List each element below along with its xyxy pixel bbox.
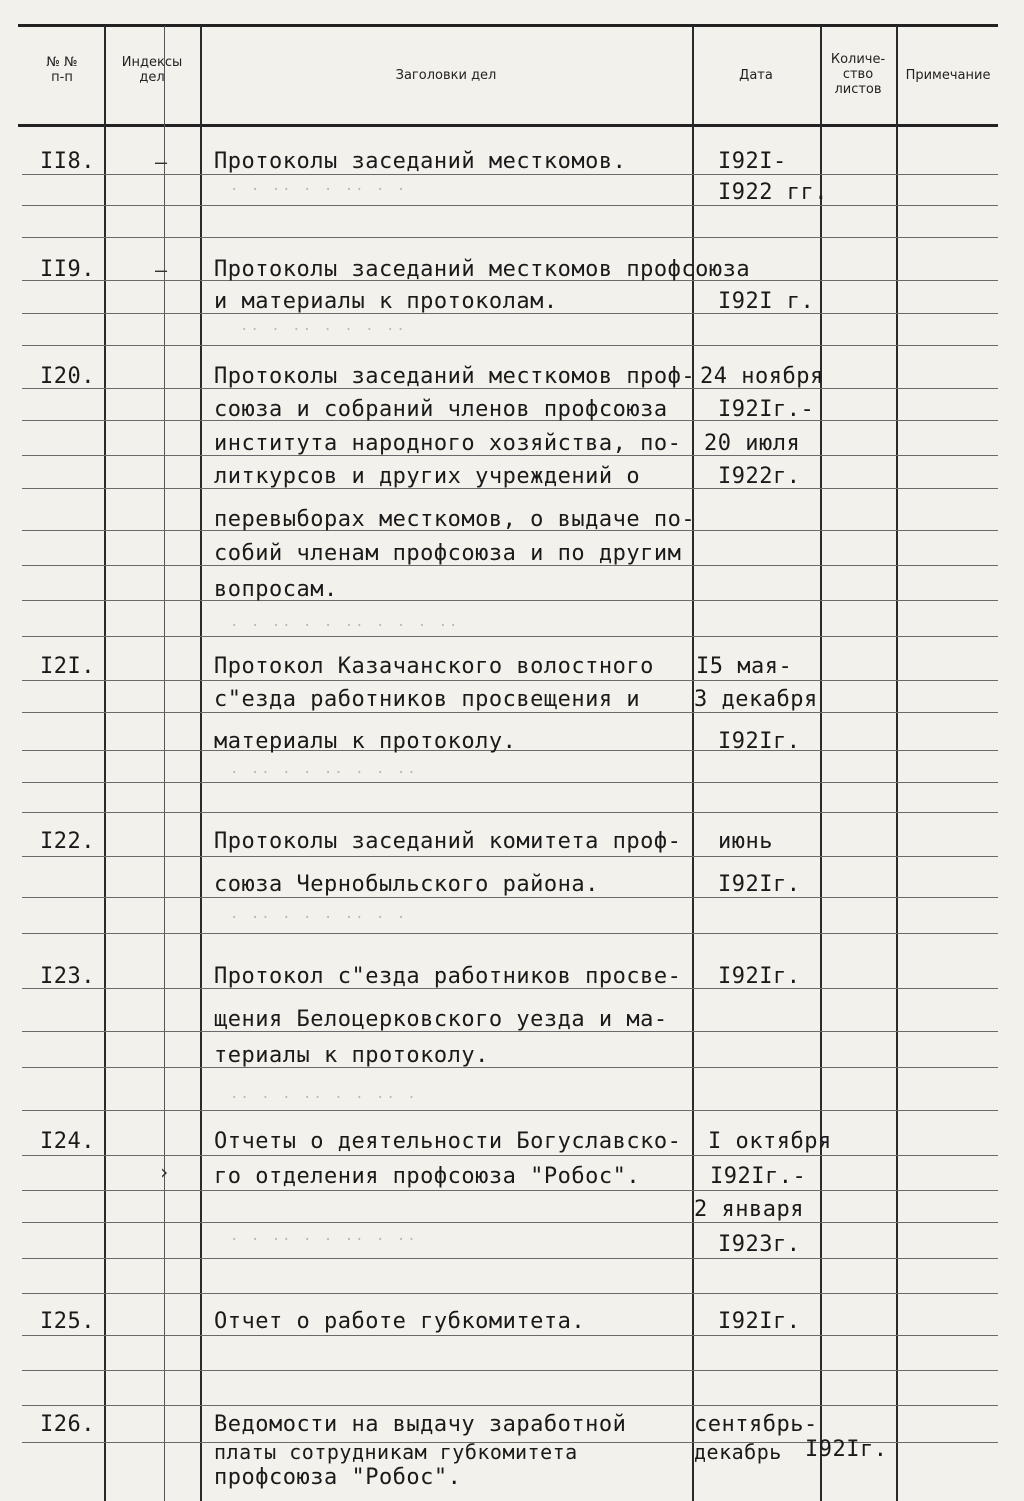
bleed-through: ·· · ·· · · · ·· xyxy=(240,322,407,338)
header-bottom-rule xyxy=(18,124,998,127)
row-rule xyxy=(22,782,998,783)
entry-title-line: териалы к протоколу. xyxy=(214,1043,489,1068)
header-sheets: Количе- ство листов xyxy=(830,52,886,97)
row-rule xyxy=(22,1155,998,1156)
entry-date-line: I923г. xyxy=(718,1232,801,1257)
entry-title-line: Ведомости на выдачу заработной xyxy=(214,1412,627,1437)
entry-date-line: I922г. xyxy=(718,464,801,489)
row-rule xyxy=(22,1335,998,1336)
entry-title-line: союза и собраний членов профсоюза xyxy=(214,397,668,422)
row-rule xyxy=(22,1190,998,1191)
entry-date-extra: I92Iг. xyxy=(805,1437,888,1462)
row-rule xyxy=(22,1370,998,1371)
entry-date-line: I92Iг. xyxy=(718,729,801,754)
entry-title-line: профсоюза "Робос". xyxy=(214,1465,462,1490)
entry-number: I2I. xyxy=(40,654,95,679)
entry-number: I25. xyxy=(40,1309,95,1334)
entry-date-line: I5 мая- xyxy=(696,654,793,679)
row-rule xyxy=(22,174,998,175)
entry-date-line: I922 гг. xyxy=(718,180,828,205)
entry-title-line: Протокол Казачанского волостного xyxy=(214,654,654,679)
index-dash: — xyxy=(155,150,168,174)
column-divider xyxy=(820,26,822,1501)
row-rule xyxy=(22,1067,998,1068)
entry-date-line: I92Iг. xyxy=(718,872,801,897)
row-rule xyxy=(22,812,998,813)
bleed-through: · ·· · · · ·· · · xyxy=(230,910,408,926)
entry-number: I22. xyxy=(40,829,95,854)
entry-title-line: перевыборах месткомов, о выдаче по- xyxy=(214,507,696,532)
entry-title-line: Отчеты о деятельности Богуславско- xyxy=(214,1129,682,1154)
row-rule xyxy=(22,1405,998,1406)
entry-date-line: I92Iг.- xyxy=(710,1164,807,1189)
row-rule xyxy=(22,345,998,346)
entry-title-line: материалы к протоколу. xyxy=(214,729,517,754)
entry-date-line: I92I г. xyxy=(718,289,815,314)
row-rule xyxy=(22,600,998,601)
entry-title-line: союза Чернобыльского района. xyxy=(214,872,599,897)
column-divider xyxy=(104,26,106,1501)
entry-title-line: с"езда работников просвещения и xyxy=(214,687,641,712)
entry-date-line: I92Iг. xyxy=(718,964,801,989)
entry-date-line: I92Iг. xyxy=(718,1309,801,1334)
entry-title-line: Протоколы заседаний месткомов проф- xyxy=(214,364,696,389)
header-index: Индексы дел xyxy=(121,55,183,85)
entry-number: I23. xyxy=(40,964,95,989)
header-number: № № п-п xyxy=(46,55,78,85)
header-title: Заголовки дел xyxy=(395,68,497,83)
entry-title-line: института народного хозяйства, по- xyxy=(214,431,682,456)
row-rule xyxy=(22,712,998,713)
table-top-rule xyxy=(18,24,998,27)
entry-number: I20. xyxy=(40,364,95,389)
row-rule xyxy=(22,636,998,637)
bleed-through: · · ·· · · ·· · · · ·· xyxy=(230,618,460,634)
column-divider xyxy=(692,26,694,1501)
entry-title-line: Отчет о работе губкомитета. xyxy=(214,1309,586,1334)
row-rule xyxy=(22,933,998,934)
bleed-through: ·· · · ·· · · ·· · xyxy=(230,1090,418,1106)
entry-number: II9. xyxy=(40,257,95,282)
entry-title-line: го отделения профсоюза "Робос". xyxy=(214,1164,641,1189)
header-date: Дата xyxy=(739,68,773,83)
entry-date-line: декабрь xyxy=(694,1440,782,1464)
row-rule xyxy=(22,1110,998,1111)
column-divider xyxy=(164,26,165,1501)
row-rule xyxy=(22,205,998,206)
entry-number: I26. xyxy=(40,1412,95,1437)
entry-title-line: собий членам профсоюза и по другим xyxy=(214,541,682,566)
bleed-through: · · ·· · · ·· · ·· xyxy=(230,1232,418,1248)
entry-date-line: I92Iг.- xyxy=(718,397,815,422)
bleed-through: · · ·· · · ·· · · xyxy=(230,182,408,198)
entry-title-line: Протокол с"езда работников просве- xyxy=(214,964,682,989)
entry-title-line: и материалы к протоколам. xyxy=(214,289,558,314)
column-divider xyxy=(896,26,898,1501)
entry-title-line: литкурсов и других учреждений о xyxy=(214,464,641,489)
row-rule xyxy=(22,237,998,238)
row-rule xyxy=(22,1293,998,1294)
entry-title-line: платы сотрудникам губкомитета xyxy=(214,1440,578,1464)
row-rule xyxy=(22,1222,998,1223)
entry-number: I24. xyxy=(40,1129,95,1154)
entry-title-line: Протоколы заседаний комитета проф- xyxy=(214,829,682,854)
row-rule xyxy=(22,856,998,857)
column-divider xyxy=(200,26,202,1501)
entry-date-line: сентябрь- xyxy=(694,1412,818,1437)
entry-date-line: 3 декабря xyxy=(694,687,818,712)
row-rule xyxy=(22,680,998,681)
bleed-through: · ·· · · ·· · · ·· xyxy=(230,765,418,781)
entry-date-line: 20 июля xyxy=(704,431,801,456)
entry-date-line: 2 января xyxy=(694,1197,804,1222)
index-mark: › xyxy=(158,1160,171,1184)
entry-number: II8. xyxy=(40,149,95,174)
header-note: Примечание xyxy=(905,68,991,83)
entry-date-line: I92I- xyxy=(718,149,787,174)
index-dash: — xyxy=(155,258,168,282)
row-rule xyxy=(22,897,998,898)
entry-date-line: 24 ноября xyxy=(700,364,824,389)
entry-title-line: щения Белоцерковского уезда и ма- xyxy=(214,1007,668,1032)
entry-date-line: I октября xyxy=(708,1129,832,1154)
entry-title-line: Протоколы заседаний месткомов профсоюза xyxy=(214,257,751,282)
entry-date-line: июнь xyxy=(718,829,773,854)
entry-title-line: Протоколы заседаний месткомов. xyxy=(214,149,627,174)
row-rule xyxy=(22,1258,998,1259)
entry-title-line: вопросам. xyxy=(214,577,338,602)
